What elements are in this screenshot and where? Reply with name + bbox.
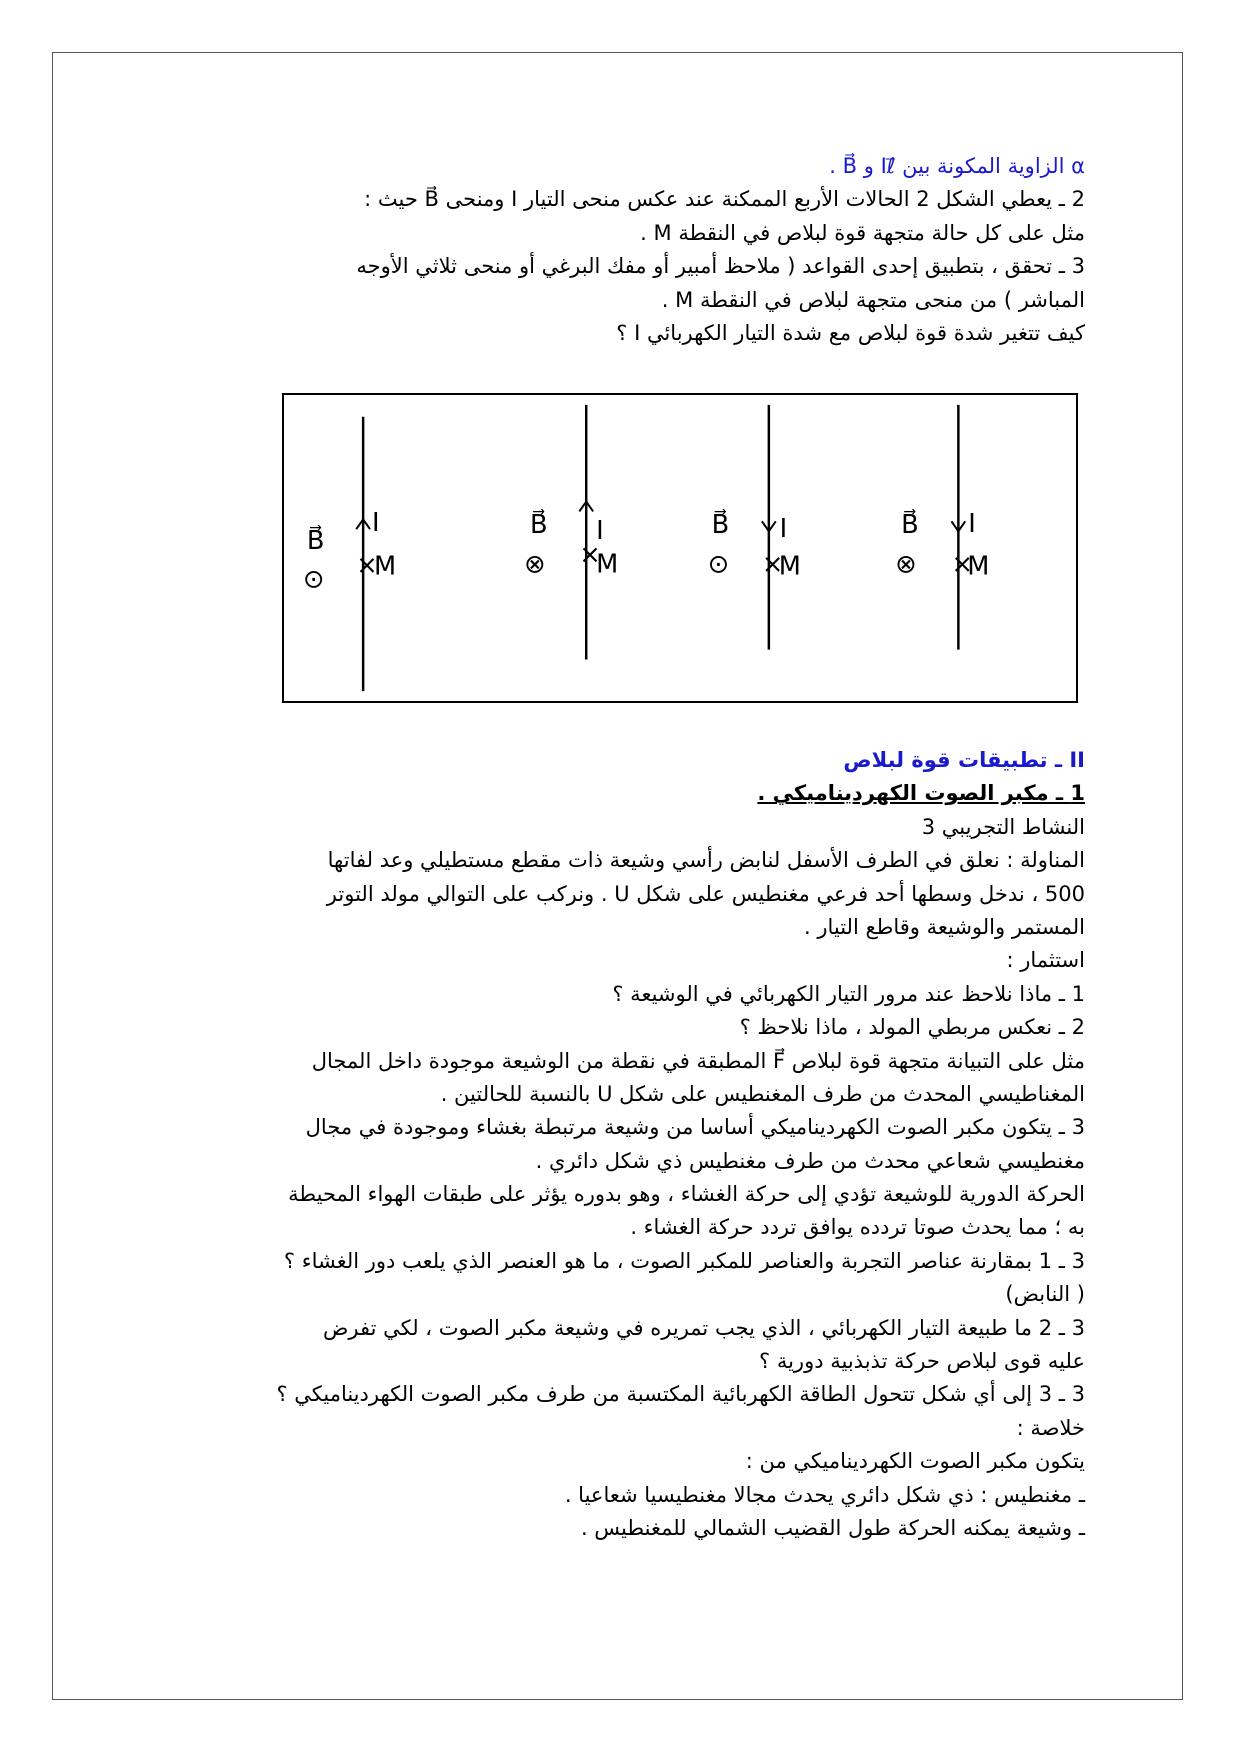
case-2 — [524, 405, 618, 660]
case-1 — [303, 417, 396, 691]
text-line: 2 ـ نعكس مربطي المولد ، ماذا نلاحظ ؟ — [739, 1015, 1085, 1040]
text-line: يتكون مكبر الصوت الكهرديناميكي من : — [745, 1449, 1085, 1474]
field-label: B⃗ — [306, 525, 325, 556]
point-mark: × — [761, 549, 784, 580]
text-line: مثل على التبيانة متجهة قوة لبلاص F⃗ المطبقة في نقطة من الوشيعة موجودة داخل المجال — [311, 1048, 1085, 1073]
text-line: 3 ـ 1 بمقارنة عناصر التجربة والعناصر للمكبر الصوت ، ما هو العنصر الذي يلعب دور الغشاء ؟ — [283, 1248, 1085, 1273]
current-label: I — [372, 508, 380, 539]
text-line: المغناطيسي المحدث من طرف المغنطيس على شكل U بالنسبة للحالتين . — [440, 1081, 1085, 1106]
point-label: M — [778, 551, 801, 582]
text-line: α الزاوية المكونة بين Iℓ⃗ و B⃗ . — [829, 154, 1085, 178]
text-line: 1 ـ ماذا نلاحظ عند مرور التيار الكهربائي في الوشيعة ؟ — [612, 981, 1085, 1006]
field-out-icon: ⊙ — [302, 564, 325, 595]
text-line: مغنطيسي شعاعي محدث من طرف مغنطيس ذي شكل دائري . — [535, 1148, 1085, 1173]
text-line: ـ وشيعة يمكنه الحركة طول القضيب الشمالي للمغنطيس . — [580, 1515, 1085, 1540]
text-line: الحركة الدورية للوشيعة تؤدي إلى حركة الغشاء ، وهو بدوره يؤثر على طبقات الهواء المحيطة — [288, 1182, 1085, 1207]
case-3 — [708, 405, 801, 650]
text-line: كيف تتغير شدة قوة لبلاص مع شدة التيار الكهربائي I ؟ — [616, 320, 1085, 345]
figure-2-diagram — [284, 395, 1076, 701]
text-line: المستمر والوشيعة وقاطع التيار . — [803, 914, 1085, 939]
text-line: 3 ـ 2 ما طبيعة التيار الكهربائي ، الذي يجب تمريره في وشيعة مكبر الصوت ، لكي تفرض — [322, 1315, 1085, 1340]
text-line: 3 ـ 3 إلى أي شكل تتحول الطاقة الكهربائية المكتسبة من طرف مكبر الصوت الكهرديناميكي ؟ — [276, 1382, 1085, 1407]
text-line: خلاصة : — [1016, 1415, 1085, 1440]
field-out-icon: ⊙ — [707, 549, 730, 580]
text-line: استثمار : — [1006, 948, 1085, 973]
text-line: به ؛ مما يحدث صوتا تردده يوافق تردد حركة الغشاء . — [630, 1215, 1085, 1240]
point-mark: × — [579, 539, 601, 570]
text-line: ( النابض) — [1005, 1282, 1085, 1307]
text-line: المباشر ) من منحى متجهة لبلاص في النقطة M . — [661, 287, 1085, 312]
point-label: M — [374, 551, 397, 582]
field-in-icon: ⊗ — [895, 549, 917, 580]
text-line: عليه قوى لبلاص حركة تذبذبية دورية ؟ — [759, 1349, 1085, 1374]
current-label: I — [596, 516, 604, 547]
point-label: M — [967, 551, 990, 582]
field-label: B⃗ — [711, 510, 730, 541]
current-label: I — [779, 514, 788, 545]
field-in-icon: ⊗ — [524, 549, 546, 580]
section-heading: II ـ تطبيقات قوة لبلاص — [843, 748, 1085, 772]
point-mark: × — [951, 549, 973, 580]
case-4 — [895, 405, 989, 650]
text-line: مثل على كل حالة متجهة قوة لبلاص في النقطة M . — [640, 220, 1085, 245]
figure-2 — [282, 393, 1078, 703]
subsection-heading: 1 ـ مكبر الصوت الكهرديناميكي . — [757, 781, 1085, 806]
text-line: النشاط التجريبي 3 — [921, 814, 1085, 839]
intro-text — [150, 150, 1085, 350]
text-line: 2 ـ يعطي الشكل 2 الحالات الأربع الممكنة عند عكس منحى التيار I ومنحى B⃗ حيث : — [364, 187, 1085, 212]
text-line: المناولة : نعلق في الطرف الأسفل لنابض رأسي وشيعة ذات مقطع مستطيلي وعد لفاتها — [327, 848, 1085, 873]
point-label: M — [596, 549, 619, 580]
text-line: ـ مغنطيس : ذي شكل دائري يحدث مجالا مغنطيسيا شعاعيا . — [564, 1482, 1085, 1507]
text-line: 3 ـ تحقق ، بتطبيق إحدى القواعد ( ملاحظ أمبير أو مفك البرغي أو منحى ثلاثي الأوجه — [356, 254, 1085, 279]
point-mark: × — [356, 550, 378, 581]
text-line: 500 ، ندخل وسطها أحد فرعي مغنطيس على شكل U . ونركب على التوالي مولد التوتر — [326, 881, 1085, 906]
field-label: B⃗ — [901, 510, 919, 541]
applications-section — [150, 744, 1085, 1545]
text-line: 3 ـ يتكون مكبر الصوت الكهرديناميكي أساسا من وشيعة مرتبطة بغشاء وموجودة في مجال — [305, 1115, 1085, 1140]
current-label: I — [968, 509, 976, 540]
field-label: B⃗ — [529, 510, 548, 541]
